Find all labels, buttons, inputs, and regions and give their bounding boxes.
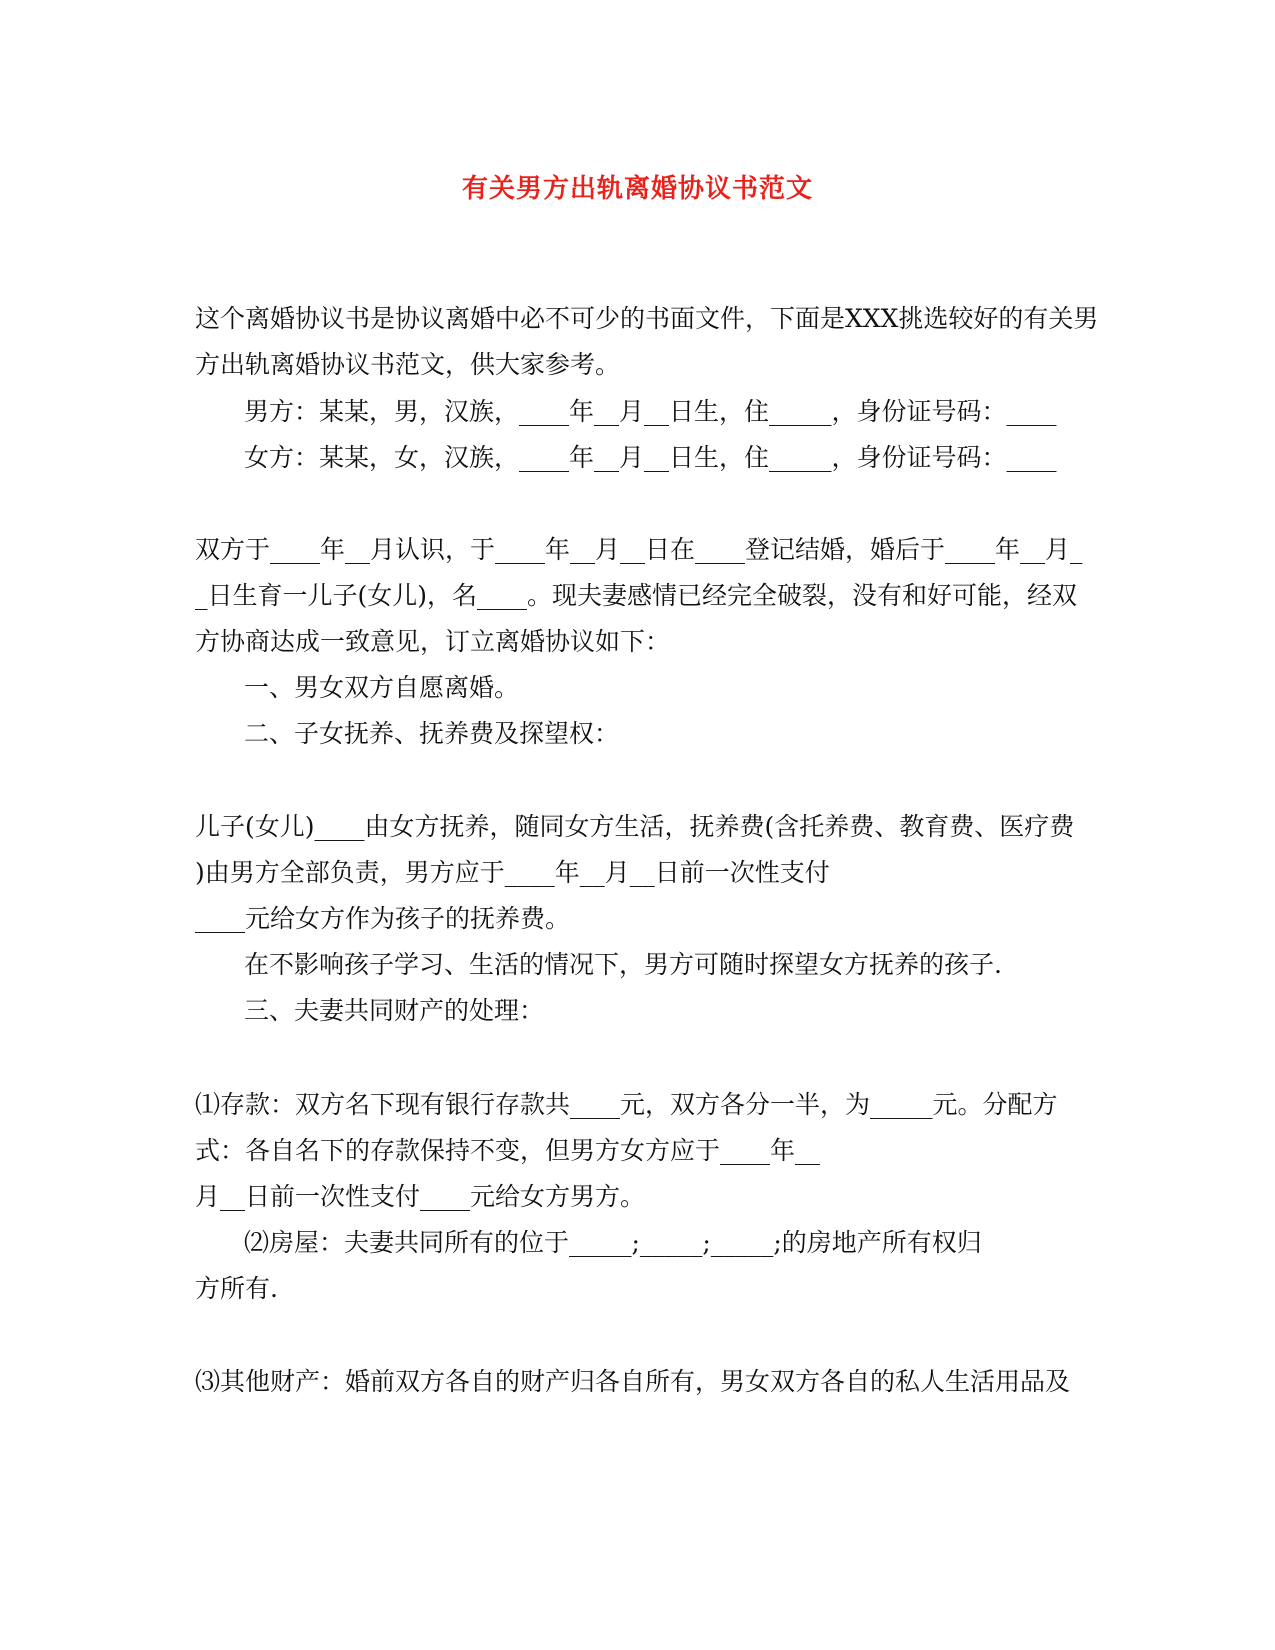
- savings-line-3: 月__日前一次性支付____元给女方男方。: [195, 1182, 646, 1211]
- clause-2-heading: 二、子女抚养、抚养费及探望权：: [244, 719, 620, 748]
- marriage-line-1: 双方于____年__月认识，于____年__月__日在____登记结婚，婚后于____年__月_: [195, 535, 1083, 564]
- wife-info-line: 女方：某某，女，汉族，____年__月__日生，住_____，身份证号码：____: [244, 443, 1057, 472]
- other-property-line: ⑶其他财产：婚前双方各自的财产归各自所有，男女双方各自的私人生活用品及: [195, 1367, 1071, 1396]
- clause-3-heading: 三、夫妻共同财产的处理：: [244, 996, 545, 1025]
- marriage-line-3: 方协商达成一致意见，订立离婚协议如下：: [195, 627, 671, 656]
- savings-line-1: ⑴存款：双方名下现有银行存款共____元，双方各分一半，为_____元。分配方: [195, 1090, 1058, 1119]
- intro-line-2: 方出轨离婚协议书范文，供大家参考。: [195, 350, 621, 379]
- house-line-1: ⑵房屋：夫妻共同所有的位于_____;_____;_____;的房地产所有权归: [244, 1228, 982, 1257]
- husband-info-line: 男方：某某，男，汉族，____年__月__日生，住_____，身份证号码：____: [244, 397, 1057, 426]
- house-line-2: 方所有.: [195, 1274, 278, 1303]
- savings-line-2: 式：各自名下的存款保持不变，但男方女方应于____年__: [195, 1136, 821, 1165]
- visitation-line: 在不影响孩子学习、生活的情况下，男方可随时探望女方抚养的孩子.: [244, 950, 1002, 979]
- custody-line-3: ____元给女方作为孩子的抚养费。: [195, 904, 571, 933]
- intro-line-1: 这个离婚协议书是协议离婚中必不可少的书面文件，下面是XXX挑选较好的有关男: [195, 304, 1099, 333]
- document-title: 有关男方出轨离婚协议书范文: [461, 174, 813, 204]
- custody-line-2: )由男方全部负责，男方应于____年__月__日前一次性支付: [195, 858, 830, 887]
- custody-line-1: 儿子(女儿)____由女方抚养，随同女方生活，抚养费(含托养费、教育费、医疗费: [195, 812, 1075, 841]
- clause-1-heading: 一、男女双方自愿离婚。: [244, 673, 520, 702]
- marriage-line-2: _日生育一儿子(女儿)，名____。现夫妻感情已经完全破裂，没有和好可能，经双: [195, 581, 1078, 610]
